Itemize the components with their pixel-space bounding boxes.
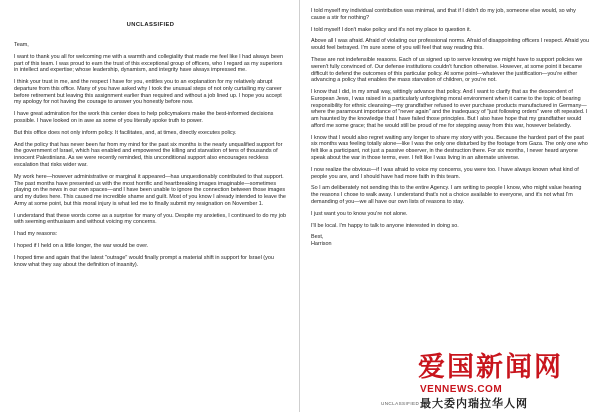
paragraph: I think your trust in me, and the respect I have for you, entitles you to an explanation for my relatively abrupt departure from this office. Many of you have asked why I took the unusual steps of not only curtailing my career before retirement but leaving this assignment earlier than required and without a job lined up. I hope you accept my apology for not having the courage to answer you honestly before now. bbox=[14, 79, 282, 106]
paragraph: I understand that these words come as a surprise for many of you. Despite my anxieties, I continued to do my job with seeming enthusiasm and without voicing my concerns. bbox=[14, 212, 287, 226]
paragraph: I hoped if I held on a little longer, the war would be over. bbox=[14, 243, 149, 250]
paragraph: My work here—however administrative or marginal it appeared—has unquestionably contributed to that support. The past months have presented us with the most horrific and heartbreaking images imaginable—sometimes playing on the news in our own spaces—and I have been unable to ignore the connection between those images and my duties here. This caused me incredible shame and guilt. Most of you know I already intended to leave the Army at some point, but this moral injury is what led me to finally submit my resignation on November 1. bbox=[14, 173, 286, 207]
paragraph: I just want you to know you're not alone. bbox=[311, 210, 408, 217]
paragraph: And the policy that has never been far from my mind for the past six months is the nearly unqualified support for the government of Israel, which has enabled and empowered the killing and starvation of tens of thousands of innocent Palestinians. As we were recently reminded, this unconditional support also encourages reckless escalation that risks wider war. bbox=[14, 141, 283, 168]
paragraph: So I am deliberately not sending this to the entire Agency. I am writing to people I know, who might value hearing the reasons I chose to walk away. I understand that's not a choice available to everyone, and it's not what I'm demanding of you—we all have our own lists of reasons to stay. bbox=[311, 185, 582, 205]
paragraph: I'll be local. I'm happy to talk to anyone interested in doing so. bbox=[311, 222, 459, 229]
greeting: Team, bbox=[14, 42, 29, 48]
paragraph: But this office does not only inform policy. It facilitates, and, at times, directly executes policy. bbox=[14, 129, 237, 136]
paragraph: I now realize the obvious—if I was afraid to voice my concerns, you were too. I have always known what kind of people you are, and I should have had more faith in this team. bbox=[311, 166, 579, 180]
signature: Harrison bbox=[311, 241, 332, 248]
paragraph: I have great admiration for the work this center does to help policymakers make the best-informed decisions possible. I have looked on in awe as some of you literally spoke truth to power. bbox=[14, 111, 274, 125]
paragraph: I want to thank you all for welcoming me with a warmth and collegiality that made me feel like I had always been part of this team. I was proud to earn the trust of this exceptional group of officers, who I regard as my superiors in intellect and expertise; whose leadership, dynamism, and integrity have always impressed me. bbox=[14, 53, 283, 74]
paragraph: I hoped time and again that the latest "outrage" would finally prompt a material shift in support for Israel (you know what they say about the definition of insanity). bbox=[14, 254, 274, 268]
letter-page-right bbox=[301, 0, 600, 412]
classification-header: UNCLASSIFIED bbox=[126, 22, 175, 28]
watermark-url: VENNEWS.COM bbox=[420, 384, 503, 395]
paragraph: I had my reasons: bbox=[14, 231, 58, 238]
paragraph: These are not indefensible reasons. Each of us signed up to serve knowing we might have to support policies we weren't fully convinced of. Our defense institutions couldn't function otherwise. However, at some point it became difficult to defend the outcomes of this particular policy. At some point—whatever the justification—you're either advancing a policy that enables the mass starvation of children, or you're not. bbox=[311, 57, 583, 84]
watermark-title: 爱国新闻网 bbox=[418, 352, 563, 383]
paragraph: I told myself I don't make policy and it's not my place to question it. bbox=[311, 26, 472, 33]
paragraph: I told myself my individual contribution was minimal, and that if I didn't do my job, someone else would, so why cause a stir for nothing? bbox=[311, 8, 576, 21]
watermark-subtitle: 最大委内瑞拉华人网 bbox=[420, 397, 528, 410]
paragraph: I know that I did, in my small way, wittingly advance that policy. And I want to clarify that as the descendent of European Jews, I was raised in a particularly unforgiving moral environment when it came to the topic of bearing responsibility for ethnic cleansing—my grandfather refused to ever purchase products manufactured in Germany—where the paramount importance of "never again" and the inadequacy of "just following orders" were oft repeated. I am haunted by the knowledge that I have failed those principles. But I also have hope that my grandfather would afford me some grace; that he would still be proud of me for stepping away from this war, however belatedly. bbox=[311, 89, 588, 129]
paragraph: Above all I was afraid. Afraid of violating our professional norms. Afraid of disappointing officers I respect. Afraid you would feel betrayed. I'm sure some of you will feel that way reading this. bbox=[311, 38, 589, 52]
site-watermark bbox=[410, 353, 596, 409]
classification-footer: UNCLASSIFIED bbox=[381, 401, 420, 406]
closing: Best, bbox=[311, 234, 324, 241]
paragraph: I know that I would also regret waiting any longer to share my story with you. Because the hardest part of the past six months was feeling totally alone—like I was the only one disturbed by the footage from Gaza. The only one who felt like a participant, not just a passive observer, in the destruction there. For six months, I never heard anyone speak about the war in those terms, ever. I felt like I was living in an alternate universe. bbox=[311, 134, 588, 161]
